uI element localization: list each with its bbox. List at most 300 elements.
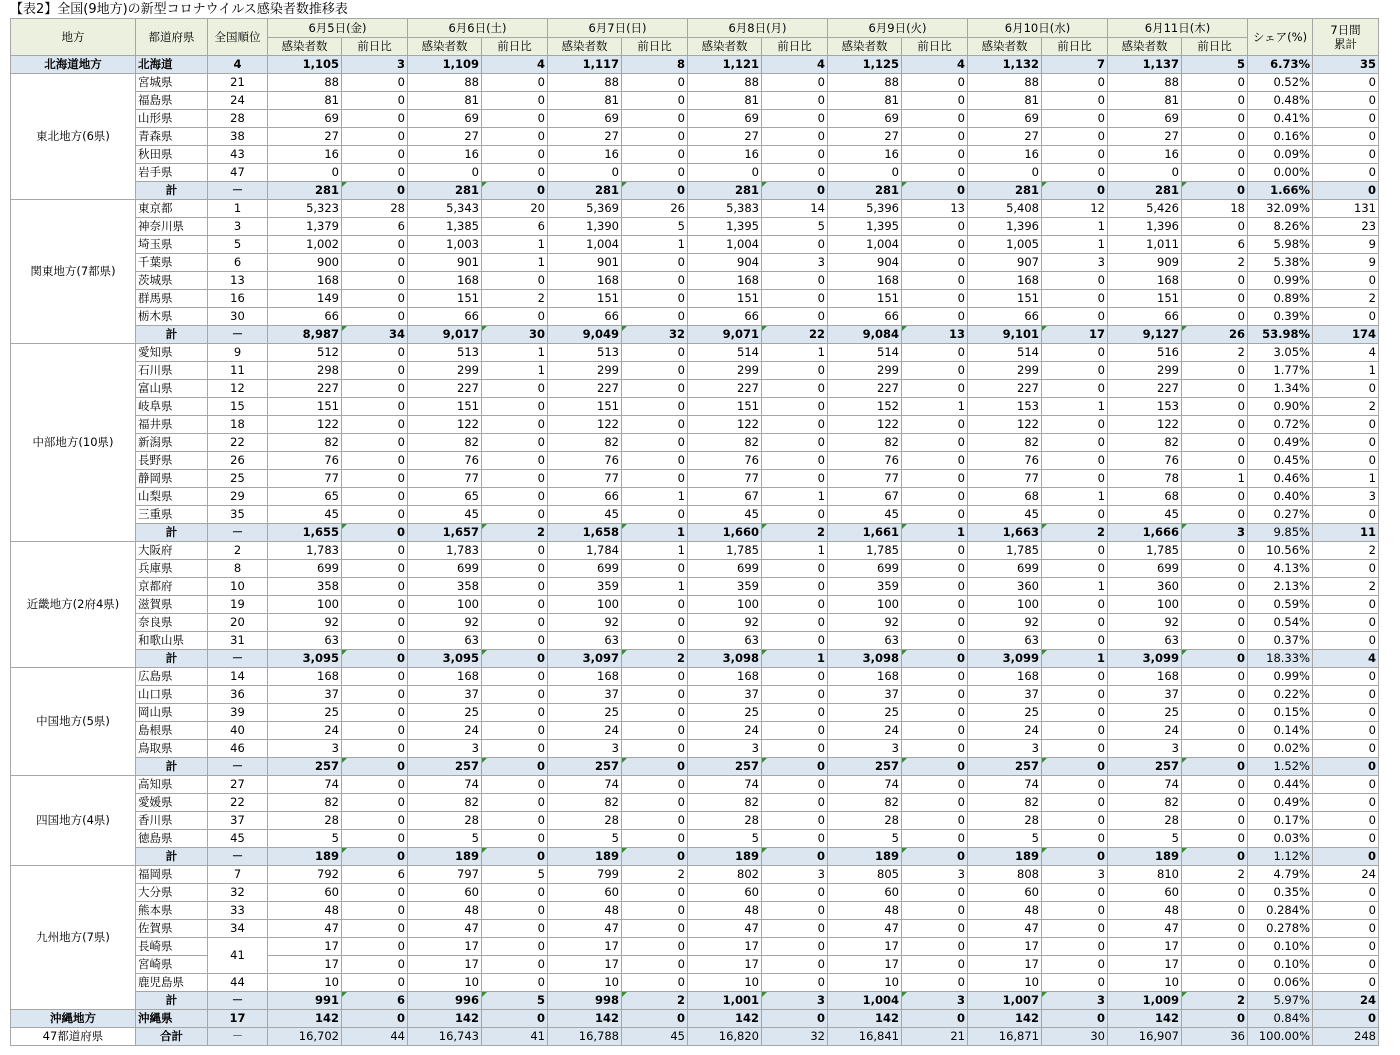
- diff-cell: 2: [622, 992, 688, 1010]
- diff-cell: 0: [482, 632, 548, 650]
- diff-cell: 0: [1042, 272, 1108, 290]
- cases-cell: 69: [1108, 110, 1182, 128]
- header-diff: 前日比: [342, 38, 408, 56]
- diff-cell: 0: [1042, 452, 1108, 470]
- cases-cell: 27: [968, 128, 1042, 146]
- national-rank: 46: [208, 740, 268, 758]
- cases-cell: 1,379: [268, 218, 342, 236]
- diff-cell: 0: [622, 254, 688, 272]
- cases-cell: 512: [268, 344, 342, 362]
- header-date: 6月5日(金): [268, 19, 408, 38]
- subtotal-row: [11, 992, 1379, 1010]
- cases-cell: 3: [408, 740, 482, 758]
- cases-cell: 227: [548, 380, 622, 398]
- cases-cell: 17: [688, 956, 762, 974]
- diff-cell: 0: [622, 722, 688, 740]
- national-rank: 35: [208, 506, 268, 524]
- cases-cell: 25: [268, 704, 342, 722]
- share-cell: 0.22%: [1248, 686, 1313, 704]
- cases-cell: 299: [828, 362, 902, 380]
- diff-cell: 0: [762, 722, 828, 740]
- diff-cell: 1: [762, 650, 828, 668]
- cases-cell: 802: [688, 866, 762, 884]
- diff-cell: 0: [762, 686, 828, 704]
- table-row: [11, 110, 1379, 128]
- header-diff: 前日比: [622, 38, 688, 56]
- diff-cell: 0: [482, 830, 548, 848]
- share-cell: 0.278%: [1248, 920, 1313, 938]
- diff-cell: 0: [1042, 956, 1108, 974]
- diff-cell: 0: [902, 218, 968, 236]
- week-total-cell: 0: [1313, 434, 1379, 452]
- diff-cell: 0: [902, 578, 968, 596]
- diff-cell: 0: [482, 380, 548, 398]
- pref-name: 長野県: [136, 452, 208, 470]
- cases-cell: 45: [1108, 506, 1182, 524]
- diff-cell: 0: [622, 920, 688, 938]
- cases-cell: 27: [1108, 128, 1182, 146]
- cases-cell: 142: [688, 1010, 762, 1028]
- diff-cell: 3: [762, 254, 828, 272]
- diff-cell: 0: [1182, 380, 1248, 398]
- diff-cell: 0: [1182, 668, 1248, 686]
- pref-name: 秋田県: [136, 146, 208, 164]
- cases-cell: 909: [1108, 254, 1182, 272]
- diff-cell: 0: [622, 938, 688, 956]
- diff-cell: 2: [1042, 524, 1108, 542]
- diff-cell: 0: [1042, 74, 1108, 92]
- week-total-cell: 23: [1313, 218, 1379, 236]
- share-cell: 0.06%: [1248, 974, 1313, 992]
- cases-cell: 88: [1108, 74, 1182, 92]
- diff-cell: 0: [1182, 794, 1248, 812]
- cases-cell: 514: [828, 344, 902, 362]
- diff-cell: 0: [1042, 434, 1108, 452]
- cases-cell: 516: [1108, 344, 1182, 362]
- cases-cell: 45: [268, 506, 342, 524]
- cases-cell: 82: [408, 794, 482, 812]
- share-cell: 1.66%: [1248, 182, 1313, 200]
- share-cell: 0.09%: [1248, 146, 1313, 164]
- pref-name: 島根県: [136, 722, 208, 740]
- cases-cell: 66: [828, 308, 902, 326]
- pref-name: 北海道: [136, 56, 208, 74]
- diff-cell: 28: [342, 200, 408, 218]
- diff-cell: 17: [1042, 326, 1108, 344]
- cases-cell: 0: [968, 164, 1042, 182]
- cases-cell: 1,785: [688, 542, 762, 560]
- cases-cell: 28: [548, 812, 622, 830]
- table-row: [11, 488, 1379, 506]
- diff-cell: 0: [902, 74, 968, 92]
- national-rank: 34: [208, 920, 268, 938]
- diff-cell: 0: [622, 812, 688, 830]
- diff-cell: 0: [482, 506, 548, 524]
- share-cell: 0.99%: [1248, 668, 1313, 686]
- table-row: [11, 974, 1379, 992]
- cases-cell: 281: [968, 182, 1042, 200]
- cases-cell: 142: [548, 1010, 622, 1028]
- header-diff: 前日比: [902, 38, 968, 56]
- cases-cell: 699: [548, 560, 622, 578]
- diff-cell: 0: [1182, 74, 1248, 92]
- cases-cell: 189: [1108, 848, 1182, 866]
- pref-name: 岡山県: [136, 704, 208, 722]
- diff-cell: 0: [1042, 794, 1108, 812]
- week-total-cell: 0: [1313, 416, 1379, 434]
- diff-cell: 0: [482, 902, 548, 920]
- cases-cell: 513: [548, 344, 622, 362]
- cases-cell: 227: [1108, 380, 1182, 398]
- diff-cell: 0: [902, 452, 968, 470]
- cases-cell: 28: [408, 812, 482, 830]
- cases-cell: 122: [408, 416, 482, 434]
- diff-cell: 0: [902, 614, 968, 632]
- cases-cell: 28: [268, 812, 342, 830]
- diff-cell: 0: [1182, 758, 1248, 776]
- table-row: [11, 812, 1379, 830]
- header-week: [1313, 19, 1379, 56]
- diff-cell: 36: [1182, 1028, 1248, 1046]
- cases-cell: 17: [548, 956, 622, 974]
- diff-cell: 0: [1182, 110, 1248, 128]
- cases-cell: 9,049: [548, 326, 622, 344]
- pref-name: 東京都: [136, 200, 208, 218]
- cases-cell: 16,907: [1108, 1028, 1182, 1046]
- region-name: 沖縄地方: [11, 1010, 136, 1028]
- pref-name: 岩手県: [136, 164, 208, 182]
- diff-cell: 0: [622, 686, 688, 704]
- week-total-cell: 3: [1313, 488, 1379, 506]
- diff-cell: 0: [342, 596, 408, 614]
- cases-cell: 37: [548, 686, 622, 704]
- share-cell: 0.10%: [1248, 956, 1313, 974]
- diff-cell: 0: [902, 848, 968, 866]
- diff-cell: 1: [622, 488, 688, 506]
- cases-cell: 151: [548, 398, 622, 416]
- table-row: [11, 1010, 1379, 1028]
- week-total-cell: 0: [1313, 848, 1379, 866]
- cases-cell: 149: [268, 290, 342, 308]
- cases-cell: 66: [688, 308, 762, 326]
- diff-cell: 1: [1042, 236, 1108, 254]
- region-name: 四国地方(4県): [11, 776, 136, 866]
- diff-cell: 0: [762, 884, 828, 902]
- cases-cell: 81: [408, 92, 482, 110]
- cases-cell: 281: [408, 182, 482, 200]
- cases-cell: 168: [268, 668, 342, 686]
- diff-cell: 0: [1182, 1010, 1248, 1028]
- cases-cell: 3,099: [968, 650, 1042, 668]
- diff-cell: 0: [902, 416, 968, 434]
- cases-cell: 358: [408, 578, 482, 596]
- table-row: [11, 704, 1379, 722]
- share-cell: 0.16%: [1248, 128, 1313, 146]
- cases-cell: 901: [548, 254, 622, 272]
- cases-cell: 1,785: [828, 542, 902, 560]
- cases-cell: 151: [828, 290, 902, 308]
- diff-cell: 0: [342, 902, 408, 920]
- diff-cell: 0: [762, 974, 828, 992]
- cases-cell: 81: [1108, 92, 1182, 110]
- cases-cell: 24: [1108, 722, 1182, 740]
- diff-cell: 2: [482, 290, 548, 308]
- cases-cell: 3: [1108, 740, 1182, 758]
- cases-cell: 699: [968, 560, 1042, 578]
- cases-cell: 257: [548, 758, 622, 776]
- share-cell: 4.13%: [1248, 560, 1313, 578]
- diff-cell: 0: [482, 560, 548, 578]
- cases-cell: 77: [968, 470, 1042, 488]
- diff-cell: 1: [482, 236, 548, 254]
- diff-cell: 0: [902, 164, 968, 182]
- diff-cell: 0: [342, 416, 408, 434]
- cases-cell: 16: [408, 146, 482, 164]
- region-name: 九州地方(7県): [11, 866, 136, 1010]
- pref-name: 長崎県: [136, 938, 208, 956]
- diff-cell: 2: [1182, 254, 1248, 272]
- cases-cell: 81: [548, 92, 622, 110]
- diff-cell: 3: [762, 866, 828, 884]
- diff-cell: 0: [1182, 542, 1248, 560]
- cases-cell: 24: [828, 722, 902, 740]
- diff-cell: 0: [1042, 128, 1108, 146]
- diff-cell: 0: [622, 344, 688, 362]
- diff-cell: 2: [1182, 992, 1248, 1010]
- diff-cell: 0: [622, 110, 688, 128]
- pref-name: 熊本県: [136, 902, 208, 920]
- diff-cell: 0: [342, 650, 408, 668]
- week-total-cell: 0: [1313, 614, 1379, 632]
- cases-cell: 1,132: [968, 56, 1042, 74]
- diff-cell: 0: [902, 236, 968, 254]
- cases-cell: 227: [968, 380, 1042, 398]
- diff-cell: 0: [342, 74, 408, 92]
- diff-cell: 0: [1182, 290, 1248, 308]
- cases-cell: 77: [548, 470, 622, 488]
- diff-cell: 0: [762, 614, 828, 632]
- week-total-cell: 0: [1313, 74, 1379, 92]
- cases-cell: 9,084: [828, 326, 902, 344]
- header-region: 地方: [11, 19, 136, 56]
- cases-cell: 3,095: [408, 650, 482, 668]
- diff-cell: 0: [1182, 776, 1248, 794]
- diff-cell: 0: [1042, 470, 1108, 488]
- header-cases: 感染者数: [828, 38, 902, 56]
- cases-cell: 9,101: [968, 326, 1042, 344]
- week-total-cell: 0: [1313, 308, 1379, 326]
- diff-cell: 0: [902, 344, 968, 362]
- cases-cell: 24: [548, 722, 622, 740]
- diff-cell: 0: [342, 848, 408, 866]
- national-rank: 6: [208, 254, 268, 272]
- table-row: [11, 830, 1379, 848]
- cases-cell: 16,702: [268, 1028, 342, 1046]
- cases-cell: 74: [688, 776, 762, 794]
- cases-cell: 88: [828, 74, 902, 92]
- table-row: [11, 938, 1379, 956]
- diff-cell: 0: [902, 434, 968, 452]
- cases-cell: 3: [548, 740, 622, 758]
- diff-cell: 0: [1182, 434, 1248, 452]
- diff-cell: 0: [1042, 380, 1108, 398]
- share-cell: 18.33%: [1248, 650, 1313, 668]
- national-rank: 43: [208, 146, 268, 164]
- week-total-cell: 0: [1313, 110, 1379, 128]
- cases-cell: 28: [1108, 812, 1182, 830]
- diff-cell: 0: [762, 578, 828, 596]
- cases-cell: 45: [688, 506, 762, 524]
- cases-cell: 82: [968, 434, 1042, 452]
- pref-name: 青森県: [136, 128, 208, 146]
- header-diff: 前日比: [762, 38, 828, 56]
- grand-total-row: [11, 1028, 1379, 1046]
- national-rank: 37: [208, 812, 268, 830]
- diff-cell: 0: [1182, 182, 1248, 200]
- share-cell: 5.97%: [1248, 992, 1313, 1010]
- diff-cell: 0: [1042, 938, 1108, 956]
- pref-name: 茨城県: [136, 272, 208, 290]
- national-rank: 20: [208, 614, 268, 632]
- diff-cell: 0: [342, 92, 408, 110]
- national-rank: 18: [208, 416, 268, 434]
- cases-cell: 1,396: [1108, 218, 1182, 236]
- cases-cell: 901: [408, 254, 482, 272]
- diff-cell: 0: [1042, 1010, 1108, 1028]
- diff-cell: 0: [1182, 506, 1248, 524]
- subtotal-row: [11, 758, 1379, 776]
- cases-cell: 37: [268, 686, 342, 704]
- share-cell: 10.56%: [1248, 542, 1313, 560]
- pref-name: 三重県: [136, 506, 208, 524]
- diff-cell: 0: [342, 758, 408, 776]
- week-total-cell: 0: [1313, 920, 1379, 938]
- cases-cell: 1,121: [688, 56, 762, 74]
- cases-cell: 16: [268, 146, 342, 164]
- diff-cell: 13: [902, 200, 968, 218]
- cases-cell: 74: [268, 776, 342, 794]
- week-total-cell: 0: [1313, 758, 1379, 776]
- cases-cell: 81: [688, 92, 762, 110]
- diff-cell: 0: [342, 884, 408, 902]
- diff-cell: 0: [762, 632, 828, 650]
- diff-cell: 0: [482, 848, 548, 866]
- diff-cell: 0: [482, 470, 548, 488]
- cases-cell: 151: [688, 290, 762, 308]
- table-row: [11, 398, 1379, 416]
- diff-cell: 14: [762, 200, 828, 218]
- cases-cell: 45: [548, 506, 622, 524]
- cases-cell: 16: [1108, 146, 1182, 164]
- diff-cell: 0: [622, 956, 688, 974]
- national-rank: －: [208, 524, 268, 542]
- cases-cell: 991: [268, 992, 342, 1010]
- diff-cell: 0: [482, 812, 548, 830]
- diff-cell: 3: [762, 992, 828, 1010]
- cases-cell: 88: [688, 74, 762, 92]
- share-cell: 5.98%: [1248, 236, 1313, 254]
- pref-name: 山梨県: [136, 488, 208, 506]
- diff-cell: 0: [482, 650, 548, 668]
- pref-name: 山口県: [136, 686, 208, 704]
- diff-cell: 0: [342, 110, 408, 128]
- cases-cell: 5,383: [688, 200, 762, 218]
- cases-cell: 5: [1108, 830, 1182, 848]
- diff-cell: 2: [1182, 344, 1248, 362]
- cases-cell: 10: [408, 974, 482, 992]
- cases-cell: 1,105: [268, 56, 342, 74]
- share-cell: 0.52%: [1248, 74, 1313, 92]
- diff-cell: 0: [622, 164, 688, 182]
- table-row: [11, 434, 1379, 452]
- diff-cell: 1: [902, 524, 968, 542]
- cases-cell: 5,323: [268, 200, 342, 218]
- week-total-cell: 1: [1313, 470, 1379, 488]
- cases-cell: 74: [408, 776, 482, 794]
- pref-name: 宮城県: [136, 74, 208, 92]
- diff-cell: 0: [342, 236, 408, 254]
- cases-cell: 792: [268, 866, 342, 884]
- cases-cell: 1,783: [268, 542, 342, 560]
- share-cell: 1.77%: [1248, 362, 1313, 380]
- diff-cell: 0: [482, 956, 548, 974]
- diff-cell: 0: [902, 830, 968, 848]
- cases-cell: 5: [268, 830, 342, 848]
- diff-cell: 1: [482, 344, 548, 362]
- share-cell: 0.10%: [1248, 938, 1313, 956]
- pref-name: 滋賀県: [136, 596, 208, 614]
- week-total-cell: 248: [1313, 1028, 1379, 1046]
- diff-cell: 0: [762, 1010, 828, 1028]
- national-rank: 25: [208, 470, 268, 488]
- cases-cell: 257: [828, 758, 902, 776]
- cases-cell: 1,011: [1108, 236, 1182, 254]
- cases-cell: 63: [408, 632, 482, 650]
- diff-cell: 0: [762, 416, 828, 434]
- diff-cell: 0: [342, 560, 408, 578]
- table-row: [11, 596, 1379, 614]
- diff-cell: 12: [1042, 200, 1108, 218]
- cases-cell: 168: [688, 272, 762, 290]
- header-week-line2: 累計: [1334, 37, 1357, 51]
- diff-cell: 0: [622, 848, 688, 866]
- diff-cell: 0: [622, 560, 688, 578]
- diff-cell: 0: [902, 380, 968, 398]
- cases-cell: 5: [968, 830, 1042, 848]
- cases-cell: 360: [968, 578, 1042, 596]
- diff-cell: 0: [342, 974, 408, 992]
- cases-cell: 1,785: [1108, 542, 1182, 560]
- cases-cell: 69: [408, 110, 482, 128]
- share-cell: 0.15%: [1248, 704, 1313, 722]
- table-row: [11, 560, 1379, 578]
- cases-cell: 1,666: [1108, 524, 1182, 542]
- header-cases: 感染者数: [688, 38, 762, 56]
- diff-cell: 0: [762, 434, 828, 452]
- diff-cell: 0: [1182, 704, 1248, 722]
- cases-cell: 77: [268, 470, 342, 488]
- subtotal-label: 計: [136, 758, 208, 776]
- week-total-cell: 4: [1313, 650, 1379, 668]
- region-name: 47都道府県: [11, 1028, 136, 1046]
- grand-total-label: 合計: [136, 1028, 208, 1046]
- diff-cell: 3: [1042, 254, 1108, 272]
- cases-cell: 17: [268, 938, 342, 956]
- cases-cell: 48: [408, 902, 482, 920]
- national-rank: －: [208, 650, 268, 668]
- cases-cell: 1,396: [968, 218, 1042, 236]
- share-cell: 9.85%: [1248, 524, 1313, 542]
